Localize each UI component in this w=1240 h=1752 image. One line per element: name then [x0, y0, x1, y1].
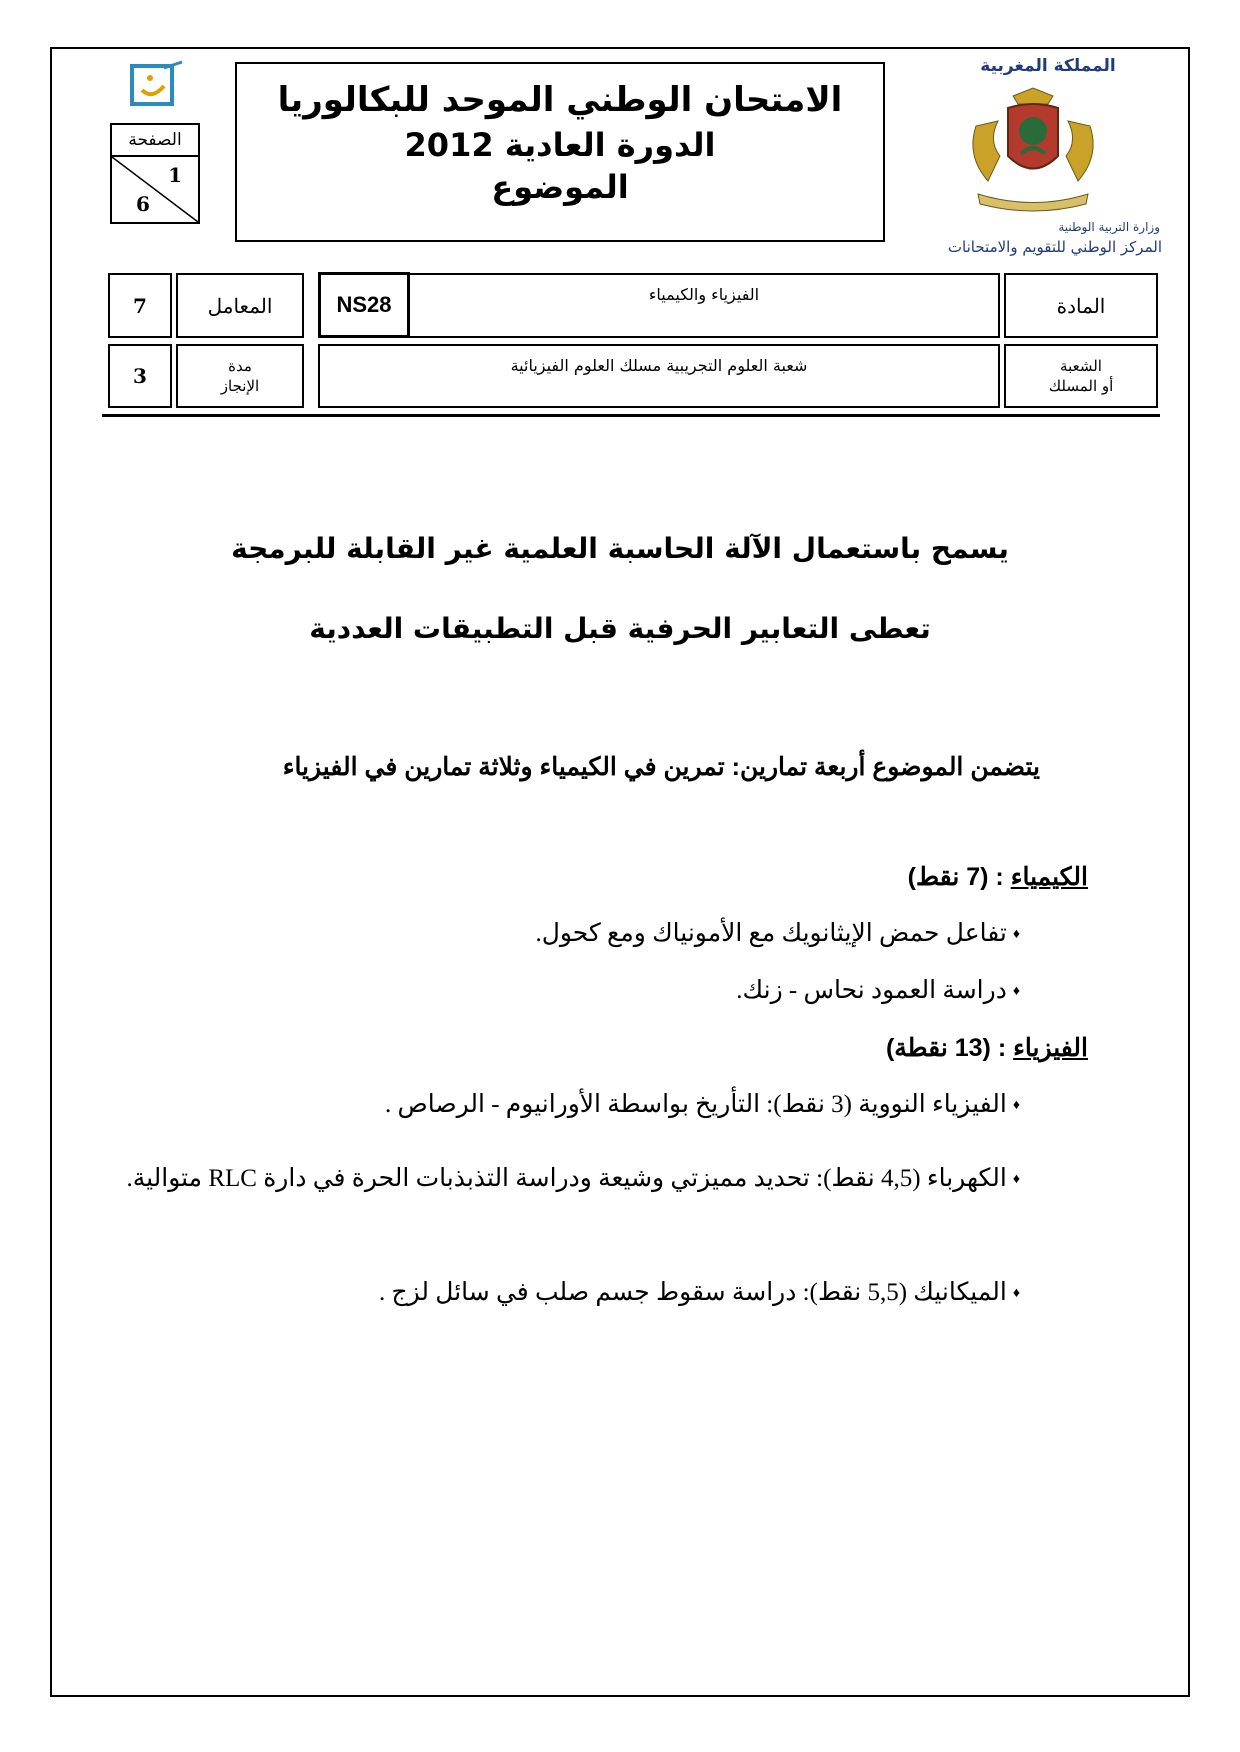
bullet-icon: ♦: [1012, 1286, 1020, 1302]
duration-label: [176, 344, 304, 408]
chemistry-title: الكيمياء: [1010, 863, 1088, 891]
duration-value: 3: [108, 344, 172, 408]
ministry-name: وزارة التربية الوطنية: [1058, 220, 1160, 234]
calculator-notice: يسمح باستعمال الآلة الحاسبة العلمية غير القابلة للبرمجة: [231, 532, 1009, 565]
physics-item-1: الفيزياء النووية (3 نقط): التأريخ بواسطة الأورانيوم - الرصاص .: [385, 1091, 1007, 1118]
list-item: [736, 975, 1020, 1008]
coefficient-value: 7: [108, 273, 172, 338]
exam-subject-heading: الموضوع: [491, 168, 629, 206]
page-label: الصفحة: [112, 125, 198, 157]
kingdom-name: المملكة المغربية: [980, 56, 1116, 76]
coat-of-arms-icon: [958, 86, 1108, 216]
exam-summary: يتضمن الموضوع أربعة تمارين: تمرين في الكيمياء وثلاثة تمارين في الفيزياء: [282, 753, 1040, 781]
exam-center-logo-icon: [128, 60, 186, 110]
chemistry-heading: [908, 862, 1088, 892]
page-fraction: [112, 157, 198, 222]
subject-label: المادة: [1004, 273, 1158, 338]
exam-title-box: [235, 62, 885, 242]
branch-label: [1004, 344, 1158, 408]
page-current: 1: [168, 163, 182, 187]
branch-label-line1: الشعبة: [1060, 357, 1102, 375]
list-item: [379, 1277, 1020, 1310]
evaluation-center-name: المركز الوطني للتقويم والامتحانات: [947, 238, 1162, 256]
subject-value: الفيزياء والكيمياء: [408, 273, 1000, 338]
list-item: [75, 1163, 1020, 1196]
page-total: 6: [136, 192, 150, 216]
exam-session: الدورة العادية 2012: [404, 126, 716, 164]
physics-item-3: الميكانيك (5,5 نقط): دراسة سقوط جسم صلب في سائل لزج .: [378, 1279, 1007, 1306]
physics-item-2: الكهرباء (4,5 نقط): تحديد مميزتي وشيعة ودراسة التذبذبات الحرة في دارة RLC متوالية.: [126, 1165, 1007, 1192]
page-number-box: [110, 123, 200, 224]
bullet-icon: ♦: [1012, 927, 1020, 943]
bullet-icon: ♦: [1012, 1098, 1020, 1114]
physics-title: الفيزياء: [1013, 1034, 1088, 1062]
duration-label-line2: الإنجاز: [220, 377, 260, 395]
literal-expressions-notice: تعطى التعابير الحرفية قبل التطبيقات العددية: [309, 612, 931, 645]
bullet-icon: ♦: [1012, 984, 1020, 1000]
chemistry-item-2: دراسة العمود نحاس - زنك.: [736, 977, 1007, 1004]
header-divider: [102, 414, 1160, 417]
chemistry-item-1: تفاعل حمض الإيثانويك مع الأمونياك ومع كحول.: [535, 920, 1007, 947]
physics-heading: [886, 1033, 1088, 1063]
branch-label-line2: أو المسلك: [1048, 377, 1114, 395]
list-item: [535, 918, 1020, 951]
physics-points: : (13 نقطة): [885, 1034, 1007, 1062]
subject-code: NS28: [318, 272, 410, 338]
list-item: [385, 1089, 1020, 1122]
coefficient-label: المعامل: [176, 273, 304, 338]
page-diagonal-line: [112, 157, 198, 222]
bullet-icon: ♦: [1012, 1172, 1020, 1188]
chemistry-points: : (7 نقط): [907, 863, 1004, 891]
duration-label-line1: مدة: [228, 357, 252, 375]
branch-value: شعبة العلوم التجريبية مسلك العلوم الفيزيائية: [318, 344, 1000, 408]
exam-title: الامتحان الوطني الموحد للبكالوريا: [277, 80, 843, 120]
